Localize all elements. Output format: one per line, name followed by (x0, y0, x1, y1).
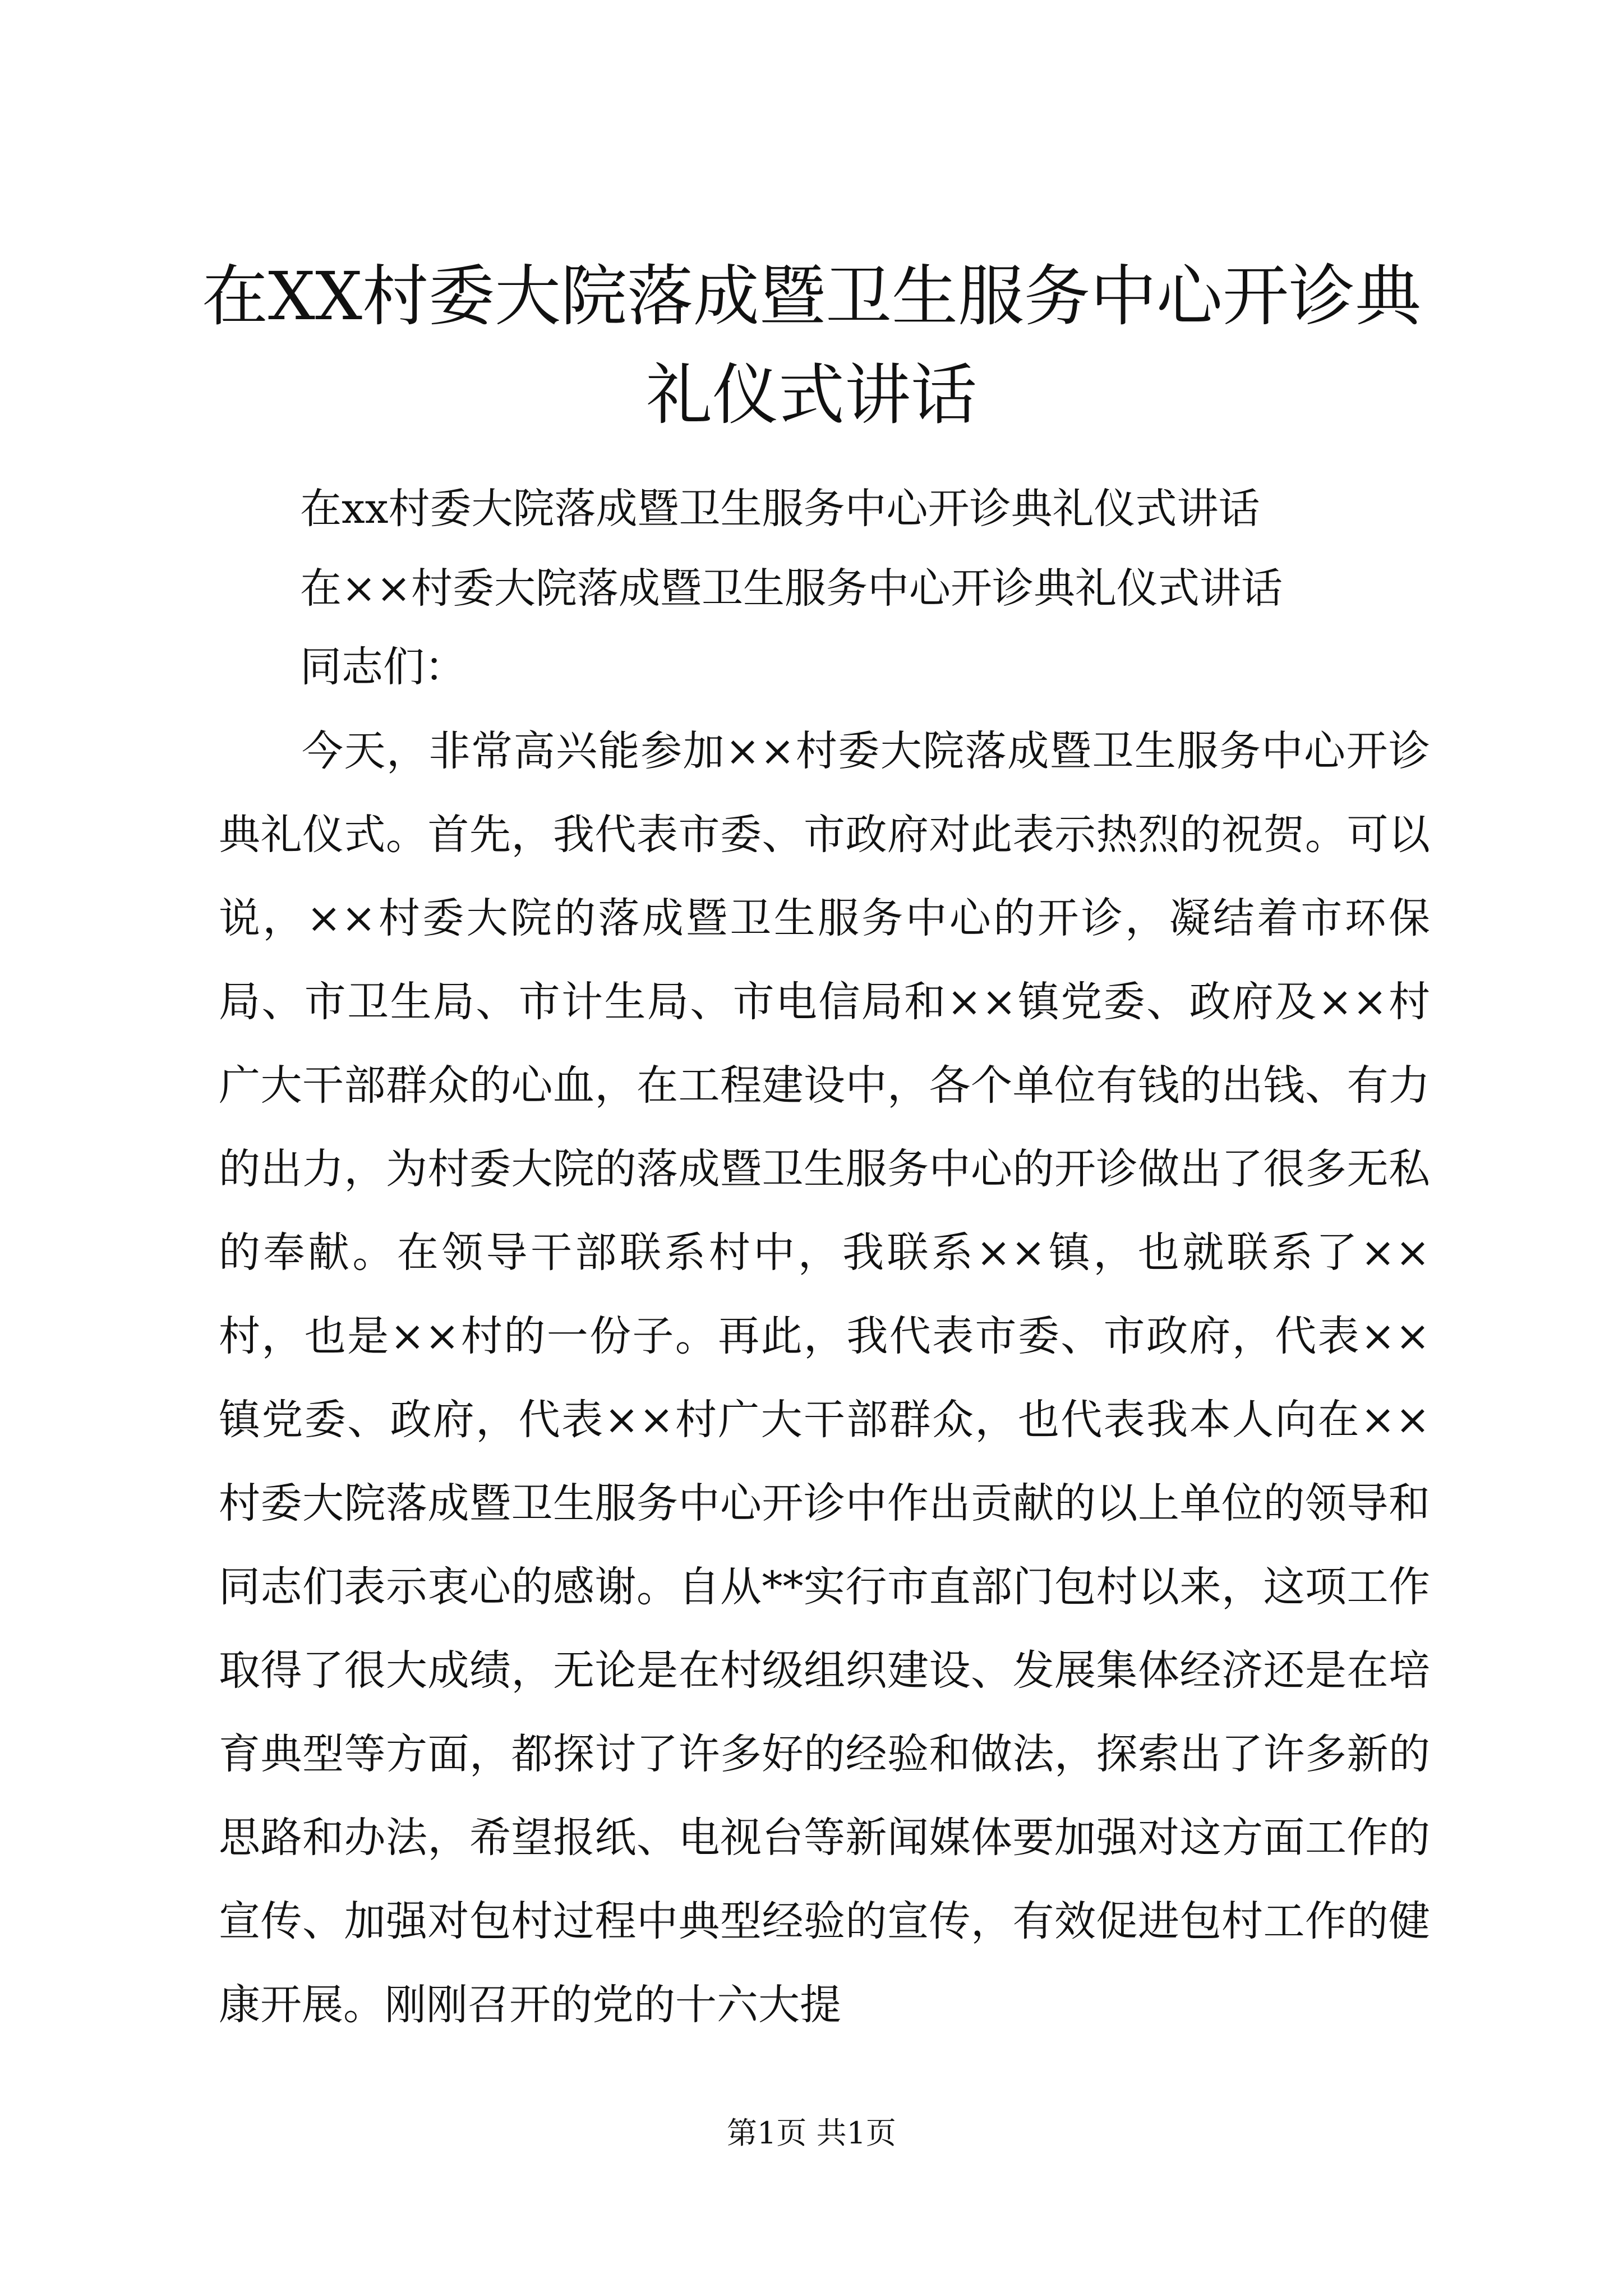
subtitle-lowercase: 在xx村委大院落成暨卫生服务中心开诊典礼仪式讲话 (300, 485, 1260, 533)
document-title: 在XX村委大院落成暨卫生服务中心开诊典礼仪式讲话 (201, 257, 1421, 434)
page-footer: 第1页 共1页 (727, 2115, 896, 2151)
body-paragraph: 今天，非常高兴能参加××村委大院落成暨卫生服务中心开诊典礼仪式。首先，我代表市委、市政府对此表示热烈的祝贺。可以说，××村委大院的落成暨卫生服务中心的开诊，凝结着市环保局、市卫生局、市计生局、市电信局和××镇党委、政府及××村广大干部群众的心血，在工程建设中，各个单位有钱的出钱、有力的出力，为村委大院的落成暨卫生服务中心的开诊做出了很多无私的奉献。在领导干部联系村中，我联系××镇，也就联系了××村，也是××村的一份子。再此，我代表市委、市政府，代表××镇党委、政府，代表××村广大干部群众，也代表我本人向在××村委大院落成暨卫生服务中心开诊中作出贡献的以上单位的领导和同志们表示衷心的感谢。自从**实行市直部门包村以来，这项工作取得了很大成绩，无论是在村级组织建设、发展集体经济还是在培育典型等方面，都探讨了许多好的经验和做法，探索出了许多新的思路和办法，希望报纸、电视台等新闻媒体要加强对这方面工作的宣传、加强对包村过程中典型经验的宣传，有效促进包村工作的健康开展。刚刚召开的党的十六大提 (219, 727, 1430, 2029)
salutation: 同志们： (300, 643, 466, 691)
subtitle-symbol: 在××村委大院落成暨卫生服务中心开诊典礼仪式讲话 (300, 564, 1283, 613)
